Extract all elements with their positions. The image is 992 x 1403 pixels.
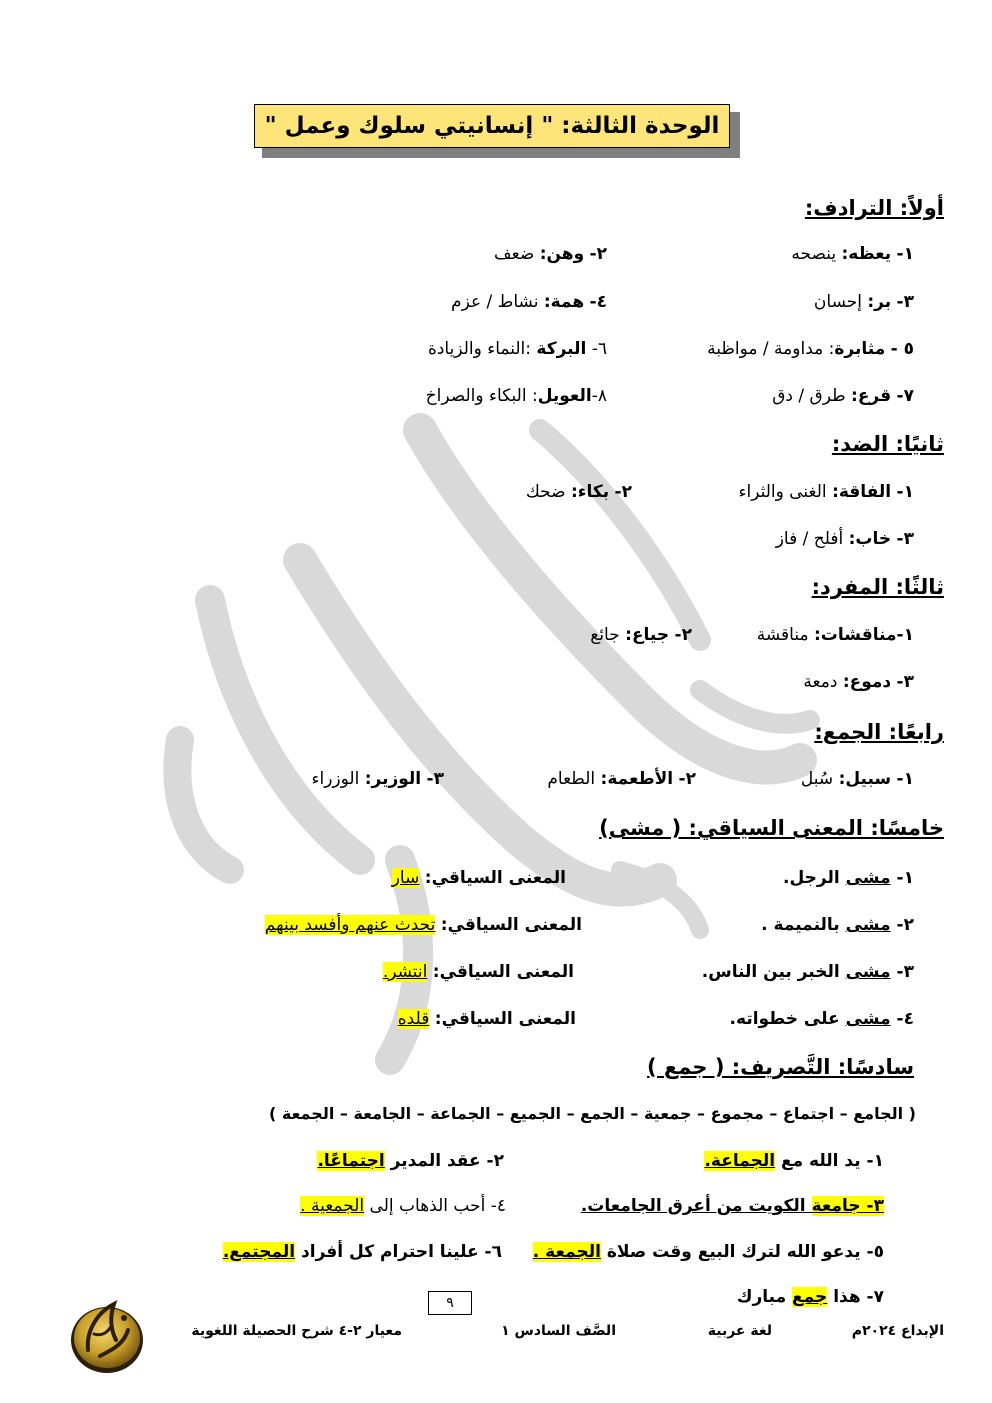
section-heading-singular: ثالثًا: المفرد: (811, 575, 944, 599)
morphology-sentence-7: ٧- هذا جمع مبارك (736, 1287, 884, 1307)
section-heading-synonyms: أولاً: الترادف: (804, 196, 944, 220)
antonym-item-2: ٢- بكاء: ضحك (525, 482, 632, 502)
contextual-sentence-2: ٢- مشى بالنميمة . (761, 915, 914, 935)
morphology-sentence-3: ٣- جامعة الكويت من أعرق الجامعات. (580, 1196, 884, 1216)
antonym-item-1: ١- الفاقة: الغنى والثراء (738, 482, 914, 502)
singular-item-1: ١-مناقشات: مناقشة (756, 625, 914, 645)
morphology-sentence-5: ٥- يدعو الله لترك البيع وقت صلاة الجمعة . (532, 1242, 884, 1262)
contextual-answer-3: المعنى السياقي: انتشر. (382, 962, 574, 982)
synonym-item-6: ٦- البركة :النماء والزيادة (427, 339, 607, 359)
contextual-answer-2: المعنى السياقي: تحدث عنهم وأفسد بينهم (264, 915, 582, 935)
footer-subject: لغة عربية (707, 1323, 772, 1339)
singular-item-3: ٣- دموع: دمعة (803, 672, 914, 692)
plural-item-2: ٢- الأطعمة: الطعام (547, 769, 696, 789)
plural-item-3: ٣- الوزير: الوزراء (311, 769, 444, 789)
synonym-item-1: ١- يعظه: ينصحه (791, 244, 914, 264)
synonym-item-5: ٥ - مثابرة: مداومة / مواظبة (707, 339, 914, 359)
section-heading-antonyms: ثانيًا: الضد: (831, 432, 944, 456)
brand-logo-icon (66, 1290, 148, 1376)
morphology-sentence-2: ٢- عقد المدير اجتماعًا. (317, 1151, 504, 1171)
footer-standard: معيار ٢-٤ شرح الحصيلة اللغوية (191, 1323, 402, 1339)
morphology-sentence-1: ١- يد الله مع الجماعة. (704, 1151, 884, 1171)
synonym-item-8: ٨-العويل: البكاء والصراخ (425, 386, 607, 406)
contextual-sentence-4: ٤- مشى على خطواته. (729, 1009, 914, 1029)
synonym-item-3: ٣- بر: إحسان (813, 292, 914, 312)
contextual-answer-1: المعنى السياقي: سار (391, 868, 566, 888)
synonym-item-7: ٧- قرع: طرق / دق (772, 386, 914, 406)
section-heading-plural: رابعًا: الجمع: (814, 720, 944, 744)
footer-brand: الإبداع ٢٠٢٤م (851, 1323, 944, 1339)
contextual-sentence-1: ١- مشى الرجل. (783, 868, 914, 888)
footer-grade: الصَّف السادس ١ (501, 1323, 616, 1339)
contextual-sentence-3: ٣- مشى الخبر بين الناس. (701, 962, 914, 982)
section-heading-contextual: خامسًا: المعنى السياقي: ( مشى) (599, 816, 944, 840)
page-number: ٩ (428, 1291, 472, 1315)
contextual-answer-4: المعنى السياقي: قلده (397, 1009, 576, 1029)
morphology-sentence-4: ٤- أحب الذهاب إلى الجمعية . (300, 1196, 506, 1216)
synonym-item-2: ٢- وهن: ضعف (494, 244, 607, 264)
unit-title: الوحدة الثالثة: " إنسانيتي سلوك وعمل " (254, 104, 730, 148)
singular-item-2: ٢- جياع: جائع (590, 625, 692, 645)
plural-item-1: ١- سبيل: سُبل (800, 769, 914, 789)
word-bank: ( الجامع – اجتماع – مجموع – جمعية – الجمع – الجميع – الجماعة – الجامعة – الجمعة ) (268, 1104, 916, 1123)
synonym-item-4: ٤- همة: نشاط / عزم (451, 292, 607, 312)
antonym-item-3: ٣- خاب: أفلح / فاز (775, 529, 914, 549)
morphology-sentence-6: ٦- علينا احترام كل أفراد المجتمع. (222, 1242, 502, 1262)
section-heading-morphology: سادسًا: التَّصريف: ( جمع ) (647, 1055, 914, 1079)
